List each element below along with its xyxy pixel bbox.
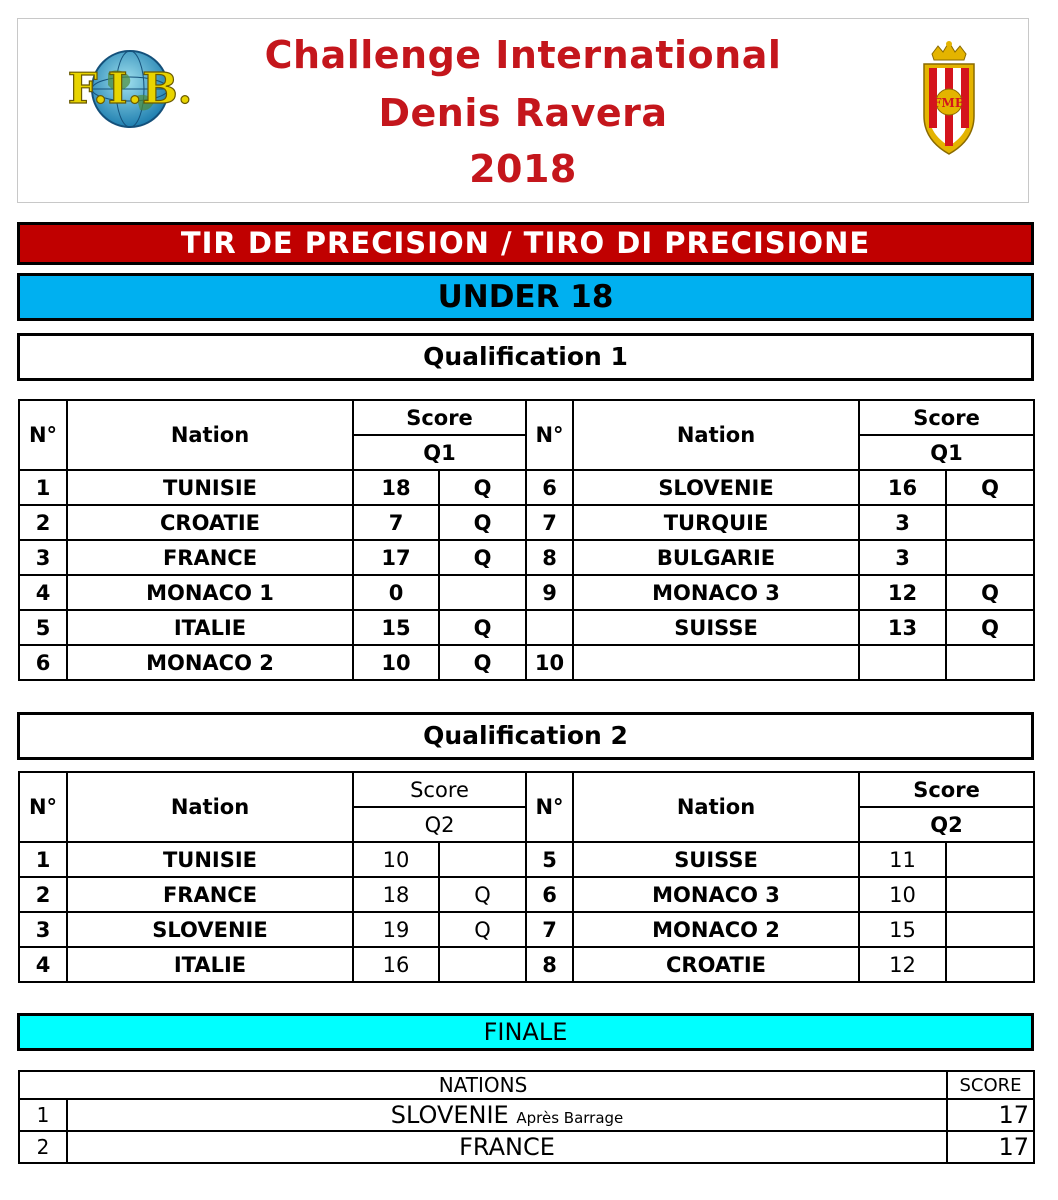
row-nation: TUNISIE <box>67 470 353 505</box>
row-rank: 1 <box>19 1099 67 1131</box>
row-qualified: Q <box>946 470 1034 505</box>
q2-header-score-left: Score <box>353 772 526 807</box>
row-score: 11 <box>859 842 946 877</box>
row-num: 6 <box>19 645 67 680</box>
qualification1-table <box>18 399 1035 681</box>
row-score: 10 <box>353 842 439 877</box>
row-score: 17 <box>947 1131 1034 1163</box>
row-qualified <box>946 947 1034 982</box>
row-qualified: Q <box>439 470 526 505</box>
table-row <box>19 645 1034 680</box>
row-nation: MONACO 2 <box>573 912 859 947</box>
finale-table <box>18 1070 1035 1164</box>
qualification2-title: Qualification 2 <box>17 712 1034 760</box>
q1-header-sub-left: Q1 <box>353 435 526 470</box>
table-row <box>19 947 1034 982</box>
q1-header-nation-right: Nation <box>573 400 859 470</box>
category-banner: UNDER 18 <box>17 273 1034 321</box>
row-num: 10 <box>526 645 573 680</box>
row-nation: TURQUIE <box>573 505 859 540</box>
title-line-2: Denis Ravera <box>378 91 668 135</box>
row-qualified <box>439 842 526 877</box>
row-nation: FRANCE <box>67 1131 947 1163</box>
row-nation: SUISSE <box>573 842 859 877</box>
row-score: 3 <box>859 505 946 540</box>
q2-header-nation-left: Nation <box>67 772 353 842</box>
row-qualified: Q <box>946 610 1034 645</box>
row-nation: SLOVENIE <box>573 470 859 505</box>
row-qualified: Q <box>439 912 526 947</box>
row-num: 3 <box>19 540 67 575</box>
row-nation: FRANCE <box>67 877 353 912</box>
row-nation: FRANCE <box>67 540 353 575</box>
row-num: 2 <box>19 505 67 540</box>
row-score: 13 <box>859 610 946 645</box>
row-qualified <box>946 540 1034 575</box>
qualification2-table <box>18 771 1035 983</box>
row-qualified <box>946 842 1034 877</box>
row-num: 2 <box>19 877 67 912</box>
q1-header-score-left: Score <box>353 400 526 435</box>
row-score: 10 <box>353 645 439 680</box>
row-num: 5 <box>19 610 67 645</box>
row-score: 12 <box>859 575 946 610</box>
row-nation: CROATIE <box>67 505 353 540</box>
row-nation: MONACO 3 <box>573 575 859 610</box>
table-row <box>19 505 1034 540</box>
row-score: 18 <box>353 470 439 505</box>
q1-header-num-right: N° <box>526 400 573 470</box>
q1-header-num-left: N° <box>19 400 67 470</box>
row-qualified <box>439 947 526 982</box>
row-num: 9 <box>526 575 573 610</box>
row-nation: CROATIE <box>573 947 859 982</box>
table-row <box>19 1099 1034 1131</box>
table-row <box>19 540 1034 575</box>
table-row <box>19 575 1034 610</box>
row-score <box>859 645 946 680</box>
row-qualified <box>946 912 1034 947</box>
row-num: 6 <box>526 470 573 505</box>
row-score: 10 <box>859 877 946 912</box>
row-rank: 2 <box>19 1131 67 1163</box>
row-nation: BULGARIE <box>573 540 859 575</box>
row-nation: SLOVENIE <box>67 912 353 947</box>
row-nation: SUISSE <box>573 610 859 645</box>
table-row <box>19 842 1034 877</box>
row-num: 6 <box>526 877 573 912</box>
row-qualified: Q <box>439 645 526 680</box>
table-row <box>19 1131 1034 1163</box>
row-qualified: Q <box>439 877 526 912</box>
table-row <box>19 470 1034 505</box>
row-num: 8 <box>526 540 573 575</box>
row-score: 16 <box>859 470 946 505</box>
q1-header-nation-left: Nation <box>67 400 353 470</box>
row-score: 15 <box>353 610 439 645</box>
title-line-1: Challenge International <box>264 33 782 77</box>
q2-header-nation-right: Nation <box>573 772 859 842</box>
row-num: 5 <box>526 842 573 877</box>
q2-header-sub-left: Q2 <box>353 807 526 842</box>
row-nation: SLOVENIE <box>390 1101 509 1129</box>
row-score: 16 <box>353 947 439 982</box>
row-num: 1 <box>19 842 67 877</box>
row-score: 15 <box>859 912 946 947</box>
row-num: 7 <box>526 505 573 540</box>
row-num: 4 <box>19 575 67 610</box>
row-score: 3 <box>859 540 946 575</box>
row-num: 1 <box>19 470 67 505</box>
finale-header-score: SCORE <box>947 1071 1034 1099</box>
table-row <box>19 877 1034 912</box>
table-row <box>19 912 1034 947</box>
row-num: 8 <box>526 947 573 982</box>
row-nation: ITALIE <box>67 610 353 645</box>
row-num: 4 <box>19 947 67 982</box>
title-line-3: 2018 <box>469 147 577 191</box>
row-qualified <box>439 575 526 610</box>
fmb-crest-logo <box>918 40 980 158</box>
row-score: 17 <box>947 1099 1034 1131</box>
fib-logo <box>38 48 223 130</box>
row-qualified: Q <box>946 575 1034 610</box>
row-num <box>526 610 573 645</box>
row-score: 17 <box>353 540 439 575</box>
row-qualified: Q <box>439 610 526 645</box>
row-qualified <box>946 505 1034 540</box>
q1-header-sub-right: Q1 <box>859 435 1034 470</box>
row-nation <box>573 645 859 680</box>
qualification1-title: Qualification 1 <box>17 333 1034 381</box>
row-qualified: Q <box>439 505 526 540</box>
row-score: 7 <box>353 505 439 540</box>
row-nation-cell <box>67 1099 947 1131</box>
row-qualified <box>946 877 1034 912</box>
row-score: 12 <box>859 947 946 982</box>
row-nation: TUNISIE <box>67 842 353 877</box>
finale-header-nations: NATIONS <box>19 1071 947 1099</box>
row-score: 19 <box>353 912 439 947</box>
fib-logo-text: F.I.B. <box>67 64 193 113</box>
event-title-banner: TIR DE PRECISION / TIRO DI PRECISIONE <box>17 222 1034 265</box>
row-note: Après Barrage <box>516 1109 624 1127</box>
row-score: 18 <box>353 877 439 912</box>
row-score: 0 <box>353 575 439 610</box>
table-row <box>19 610 1034 645</box>
row-num: 7 <box>526 912 573 947</box>
row-num: 3 <box>19 912 67 947</box>
row-nation: ITALIE <box>67 947 353 982</box>
q2-header-score-right: Score <box>859 772 1034 807</box>
row-nation: MONACO 1 <box>67 575 353 610</box>
fmb-logo-text: FMB <box>933 96 965 110</box>
q1-header-score-right: Score <box>859 400 1034 435</box>
q2-header-num-left: N° <box>19 772 67 842</box>
finale-banner: FINALE <box>17 1013 1034 1051</box>
q2-header-sub-right: Q2 <box>859 807 1034 842</box>
row-qualified: Q <box>439 540 526 575</box>
row-nation: MONACO 3 <box>573 877 859 912</box>
q2-header-num-right: N° <box>526 772 573 842</box>
row-nation: MONACO 2 <box>67 645 353 680</box>
row-qualified <box>946 645 1034 680</box>
